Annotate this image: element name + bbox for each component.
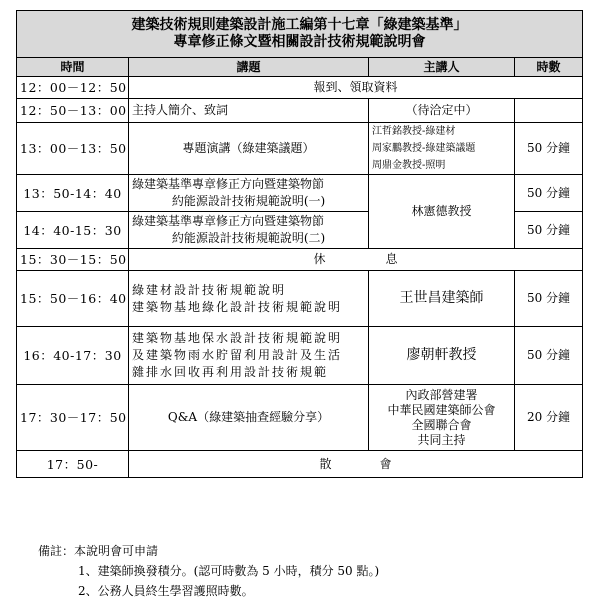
hours-cell: 50 分鐘 <box>515 327 583 385</box>
topic-cell <box>129 271 369 327</box>
note-item: 1、建築師換發積分。(認可時數為 5 小時，積分 50 點。) <box>78 564 380 578</box>
topic-line: 建築物基地保水設計技術規範說明 <box>132 331 343 345</box>
speaker-line: 中華民國建築師公會 <box>387 402 496 417</box>
merged-cell: 散 會 <box>129 451 583 478</box>
topic-line: 綠建築基準專章修正方向暨建築物節 <box>132 214 325 228</box>
hours-cell: 50 分鐘 <box>515 175 583 212</box>
topic-line: 建築物基地綠化設計技術規範說明 <box>132 299 343 314</box>
topic-cell <box>129 175 369 212</box>
topic-cell <box>129 212 369 249</box>
topic-line: 雜排水回收再利用設計技術規範 <box>132 365 329 379</box>
hours-cell: 20 分鐘 <box>515 385 583 451</box>
table-row <box>17 123 583 175</box>
header-hours: 時數 <box>515 58 583 77</box>
speaker-cell: 廖朝軒教授 <box>369 327 515 385</box>
topic-cell: 主持人簡介、致詞 <box>129 99 369 123</box>
topic-line: 綠建築基準專章修正方向暨建築物節 <box>132 177 325 191</box>
speaker-cell <box>369 123 515 175</box>
topic-cell <box>129 327 369 385</box>
header-time: 時間 <box>17 58 129 77</box>
time-cell: 12：00－12：50 <box>17 77 129 99</box>
table-row <box>17 99 583 123</box>
title-line-2: 專章修正條文暨相關設計技術規範說明會 <box>173 34 426 50</box>
notes <box>38 541 379 601</box>
time-cell: 17：30－17：50 <box>17 385 129 451</box>
time-cell: 13：00－13：50 <box>17 123 129 175</box>
speaker-line: 周家鵬教授-綠建築議題 <box>372 143 476 154</box>
table-row <box>17 385 583 451</box>
header-row <box>17 58 583 77</box>
hours-cell: 50 分鐘 <box>515 123 583 175</box>
table-row <box>17 175 583 212</box>
time-cell: 12：50－13：00 <box>17 99 129 123</box>
speaker-line: 全國聯合會 <box>411 417 472 432</box>
time-cell: 15：30－15：50 <box>17 249 129 271</box>
speaker-cell: 林憲德教授 <box>369 175 515 249</box>
table-row <box>17 77 583 99</box>
topic-cell: 專題演講（綠建築議題） <box>129 123 369 175</box>
time-cell: 17：50- <box>17 451 129 478</box>
speaker-line: 江哲銘教授-綠建材 <box>372 126 456 137</box>
header-topic: 講題 <box>129 58 369 77</box>
speaker-line: 內政部營建署 <box>405 387 478 402</box>
title-line-1: 建築技術規則建築設計施工編第十七章「綠建築基準」 <box>131 17 468 33</box>
topic-line: 及建築物雨水貯留利用設計及生活 <box>132 348 343 362</box>
time-cell: 16：40-17：30 <box>17 327 129 385</box>
topic-line: 約能源設計技術規範說明(二) <box>171 231 326 245</box>
table-row <box>17 451 583 478</box>
speaker-line: 周鼎金教授-照明 <box>372 160 446 171</box>
merged-cell: 休 息 <box>129 249 583 271</box>
schedule-table <box>16 10 583 478</box>
table-row <box>17 249 583 271</box>
speaker-cell: 王世昌建築師 <box>369 271 515 327</box>
time-cell: 14：40-15：30 <box>17 212 129 249</box>
header-speaker: 主講人 <box>369 58 515 77</box>
topic-cell: Q&A（綠建築抽查經驗分享） <box>129 385 369 451</box>
speaker-cell <box>369 385 515 451</box>
speaker-cell: （待洽定中） <box>369 99 515 123</box>
topic-line: 約能源設計技術規範說明(一) <box>171 194 326 208</box>
merged-cell: 報到、領取資料 <box>129 77 583 99</box>
hours-cell: 50 分鐘 <box>515 212 583 249</box>
notes-title: 備註：本說明會可申請 <box>38 544 159 558</box>
note-item: 2、公務人員終生學習護照時數。 <box>78 584 254 598</box>
time-cell: 15：50－16：40 <box>17 271 129 327</box>
table-row <box>17 327 583 385</box>
speaker-line: 共同主持 <box>417 432 466 447</box>
hours-cell <box>515 99 583 123</box>
topic-line: 綠建材設計技術規範說明 <box>132 282 287 297</box>
table-row <box>17 271 583 327</box>
hours-cell: 50 分鐘 <box>515 271 583 327</box>
table-title <box>17 11 583 58</box>
time-cell: 13：50-14：40 <box>17 175 129 212</box>
